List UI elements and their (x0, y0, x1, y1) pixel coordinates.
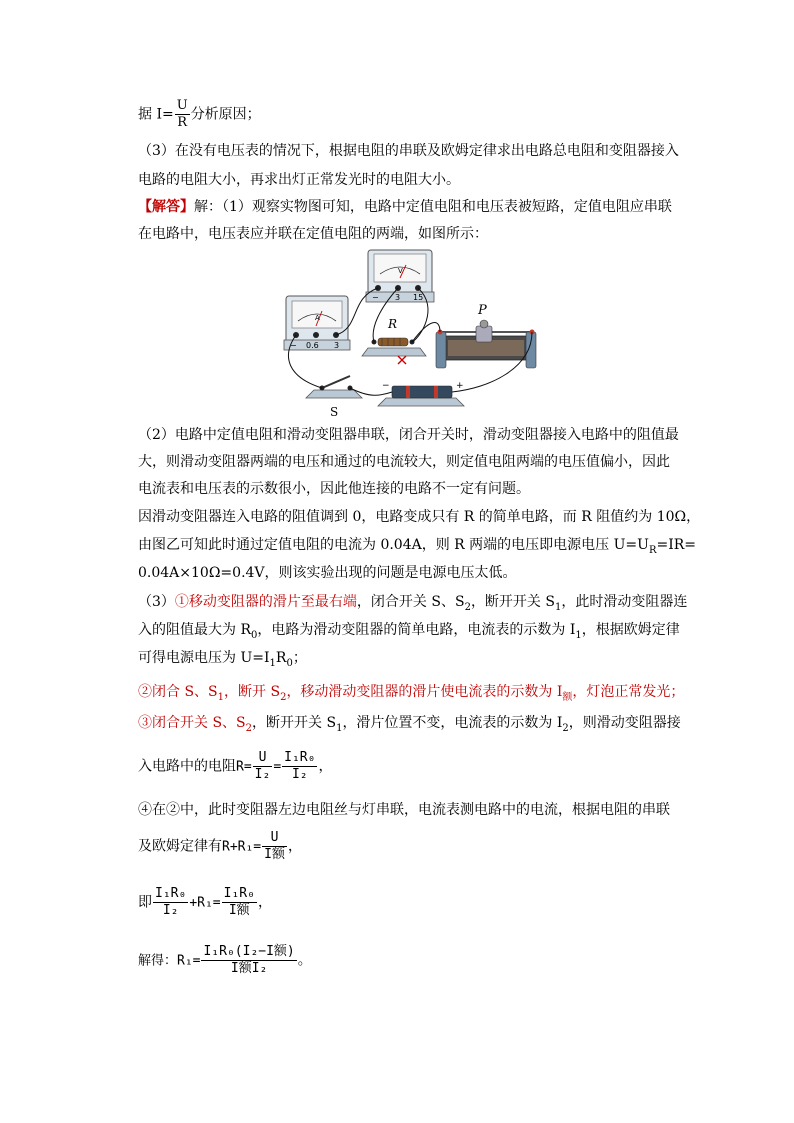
intro-prefix: 据 I= (138, 106, 174, 123)
part3-step3 (138, 713, 681, 739)
eq1-prefix: 入电路中的电阻 (138, 758, 236, 775)
hint3-line1: （3）在没有电压表的情况下，根据电阻的串联及欧姆定律求出电路总电阻和变阻器接入 (138, 143, 679, 159)
intro-frac-den: R (177, 115, 188, 130)
voltmeter-label: V (398, 267, 403, 275)
eq4-den: I额I₂ (230, 961, 268, 976)
part3-line2 (138, 620, 680, 646)
step2-sub: 1 (217, 691, 225, 703)
eq2-den: I额 (264, 847, 285, 862)
ammeter-tick-06: 0.6 (306, 341, 319, 350)
step3-d: ，则滑动变阻器接 (568, 715, 681, 731)
part2-line6: 0.04A×10Ω=0.4V，则该实验出现的问题是电源电压太低。 (138, 565, 517, 581)
rheostat (436, 303, 536, 368)
switch-label: S (330, 405, 339, 419)
eq4-num: I₁R₀(I₂−I额) (203, 944, 295, 959)
eq3-f2-den: I额 (228, 903, 250, 918)
voltmeter-tick-minus: − (372, 293, 379, 302)
step3-sub3: 2 (562, 722, 569, 734)
eq3-end: ， (257, 894, 272, 911)
step3-sub: 2 (245, 722, 253, 734)
part3-l2-a: 入的阻值最大为 R (138, 622, 251, 638)
eq2-num: U (262, 830, 287, 847)
ammeter-tick-3: 3 (334, 341, 340, 350)
part2-line3: 电流表和电压表的示数很小，因此他连接的电路不一定有问题。 (138, 481, 530, 497)
ammeter (284, 296, 350, 350)
eq2-left: R+R₁= (222, 839, 262, 855)
part2-line4: 因滑动变阻器连入电路的阻值调到 0，电路变成只有 R 的简单电路，而 R 阻值约为 10Ω， (138, 509, 701, 525)
step2-b: ，断开 S (224, 684, 281, 700)
eq1-fraction1 (253, 750, 273, 783)
eq3-f2-num: I₁R₀ (223, 886, 255, 901)
part2-line5-sub: R (648, 544, 657, 556)
rheostat-label: P (478, 303, 487, 318)
step2-sub2: 2 (280, 691, 287, 703)
intro-fraction (175, 98, 190, 131)
eq1-fraction2 (282, 750, 317, 783)
step4-line1: ④在②中，此时变阻器左边电阻丝与灯串联，电流表测电路中的电流，根据电阻的串联 (138, 802, 670, 818)
intro-suffix: 分析原因； (190, 106, 261, 123)
eq3-f1-num: I₁R₀ (155, 886, 187, 901)
intro-frac-num: U (176, 98, 188, 113)
step3-sub2: 1 (336, 722, 343, 734)
eq1-f1-num: U (253, 750, 273, 767)
answer-label: 【解答】 (138, 199, 194, 215)
eq3-fraction2 (222, 886, 257, 919)
part2-line1: （2）电路中定值电阻和滑动变阻器串联，闭合开关时，滑动变阻器接入电路中的阻值最 (138, 427, 679, 443)
part3-l1-c: ，此时滑动变阻器连 (561, 594, 688, 610)
step2-a: ②闭合 S、S (138, 684, 218, 700)
step2-d: ，灯泡正常发光； (572, 684, 685, 700)
answer-line2: 在电路中，电压表应并联在定值电阻的两端，如图所示： (138, 226, 488, 242)
part3-l2-sub: 0 (251, 629, 258, 641)
eq2-fraction (262, 830, 287, 863)
eq3-line (138, 886, 272, 919)
cross-mark (398, 356, 406, 364)
part3-l2-sub2: 1 (575, 629, 582, 641)
answer-line1 (138, 197, 672, 217)
step2-c: ，移动滑动变阻器的滑片使电流表的示数为 I (286, 684, 563, 700)
switch (306, 376, 362, 419)
battery-minus: − (382, 381, 390, 391)
part2-line5 (138, 535, 696, 561)
eq4-end: 。 (297, 952, 312, 969)
part2-line2: 大，则滑动变阻器两端的电压和通过的电流较大，则定值电阻两端的电压值偏小，因此 (138, 454, 670, 470)
part3-l1-sub: 2 (464, 601, 471, 613)
eq2-line (138, 830, 302, 863)
eq2-end: ， (287, 838, 302, 855)
eq3-mid: +R₁= (189, 895, 221, 911)
part3-line1 (138, 592, 687, 618)
part3-l3-sub2: 0 (286, 657, 293, 669)
eq2-prefix: 及欧姆定律有 (138, 838, 222, 855)
eq1-f1-den: I₂ (254, 767, 271, 782)
part3-l1-b: ，断开开关 S (470, 594, 555, 610)
step3-c: ，滑片位置不变，电流表的示数为 I (342, 715, 563, 731)
step2-sub3: 额 (562, 691, 573, 703)
voltmeter-tick-3: 3 (395, 293, 401, 302)
part3-l3-a: 可得电源电压为 U=I (138, 650, 270, 666)
part2-line5-text: 由图乙可知此时通过定值电阻的电流为 0.04A，则 R 两端的电压即电源电压 U=U (138, 537, 649, 553)
intro-line (138, 98, 261, 131)
eq3-prefix: 即 (138, 894, 152, 911)
step3-b: ，断开开关 S (252, 715, 337, 731)
part3-l3-mid: R (275, 650, 287, 666)
eq4-line (138, 944, 312, 977)
part3-l3-end: ； (292, 650, 307, 666)
part3-l2-c: ，根据欧姆定律 (581, 622, 680, 638)
eq4-prefix: 解得：R₁= (138, 953, 201, 969)
ammeter-tick-minus: − (290, 341, 297, 350)
part3-step2 (138, 682, 684, 708)
step3-a: ③闭合开关 S、S (138, 715, 246, 731)
circuit-diagram (270, 248, 545, 420)
part3-l1-a: ，闭合开关 S、S (356, 594, 465, 610)
resistor-label: R (388, 317, 398, 331)
part2-line5-end: =IR= (656, 537, 697, 553)
part3-prefix: （3） (138, 594, 175, 610)
answer-text1: 解：（1）观察实物图可知，电路中定值电阻和电压表被短路，定值电阻应串联 (194, 199, 672, 215)
part3-l1-sub2: 1 (554, 601, 562, 613)
eq1-equals: = (273, 759, 282, 775)
part3-step1: ①移动变阻器的滑片至最右端 (174, 594, 357, 610)
eq1-f2-num: I₁R₀ (284, 750, 316, 765)
eq1-line (138, 750, 332, 783)
eq4-fraction (201, 944, 296, 977)
part3-l3-sub: 1 (269, 657, 276, 669)
part3-l2-b: ，电路为滑动变阻器的简单电路，电流表的示数为 I (257, 622, 576, 638)
battery (378, 381, 464, 406)
battery-plus: + (456, 381, 464, 391)
ammeter-label: A (315, 314, 320, 322)
hint3-line2: 电路的电阻大小，再求出灯正常发光时的电阻大小。 (138, 172, 460, 188)
voltmeter-tick-15: 15 (413, 293, 424, 302)
eq3-fraction1 (153, 886, 188, 919)
eq1-left: R= (236, 759, 252, 775)
eq1-end: ， (318, 758, 333, 775)
eq3-f1-den: I₂ (162, 903, 179, 918)
part3-line3 (138, 648, 307, 674)
eq1-f2-den: I₂ (291, 767, 308, 782)
